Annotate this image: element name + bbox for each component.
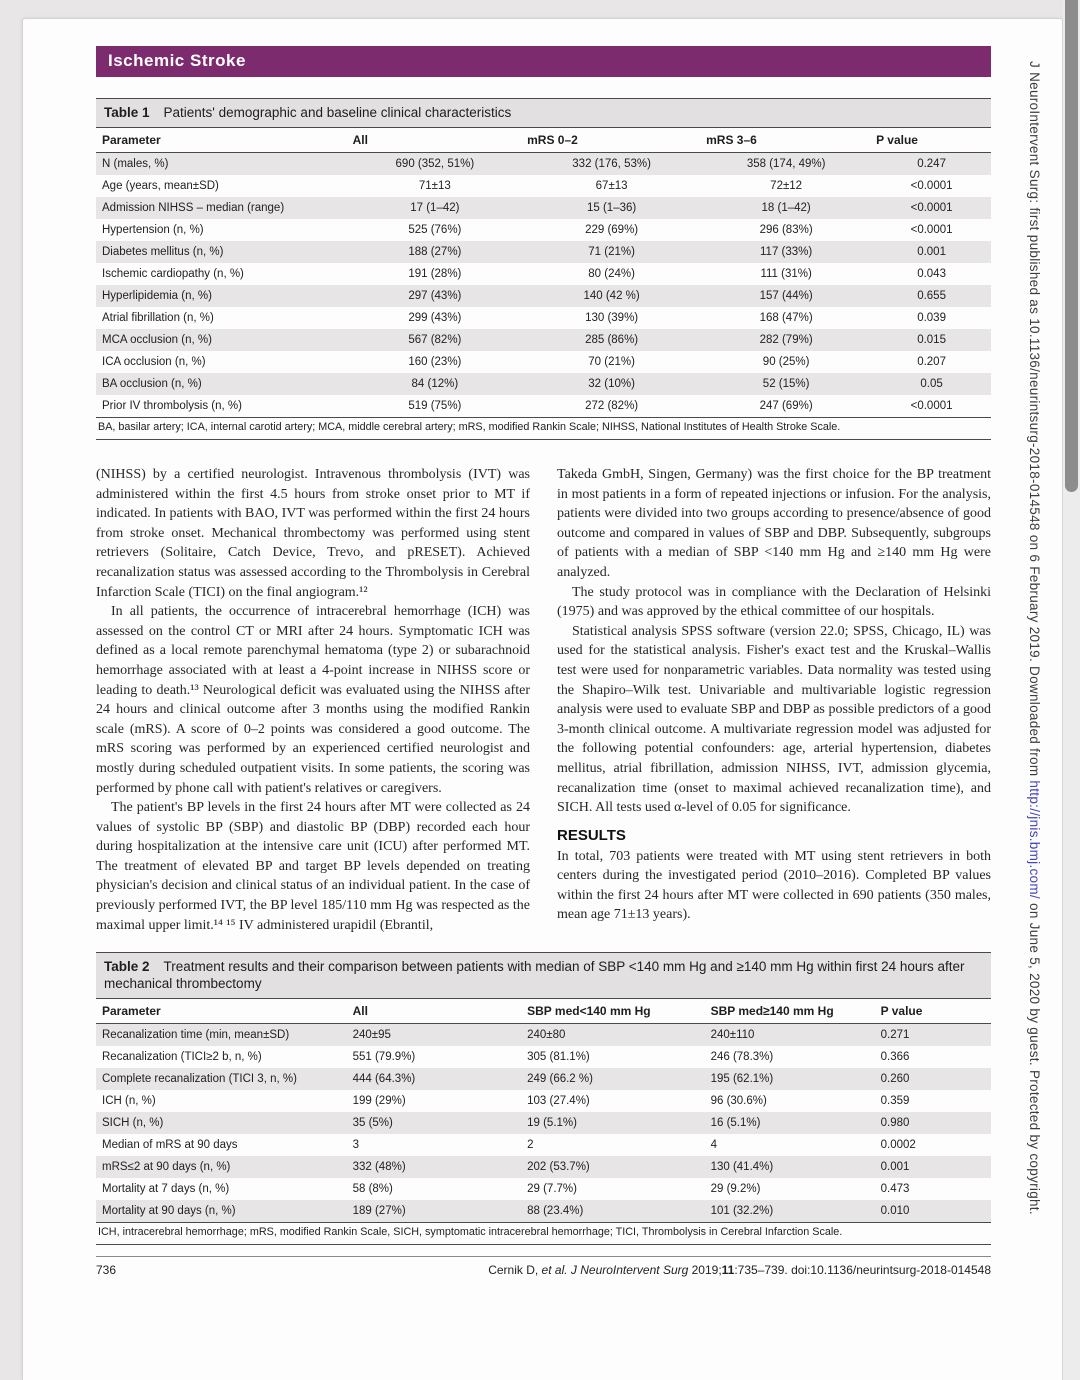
table-cell: 199 (29%) — [352, 1095, 406, 1108]
table-cell: 0.015 — [917, 334, 946, 346]
table-cell: 80 (24%) — [588, 268, 635, 280]
column-header: Parameter — [96, 999, 347, 1024]
table-cell: 35 (5%) — [352, 1117, 393, 1130]
table-cell: 71 (21%) — [588, 246, 635, 258]
copyright-text: J NeuroIntervent Surg: first published as 10.1136/neurintsurg-2018-014548 on 6 February 2019. Downloaded from — [1027, 61, 1042, 781]
table-cell: Atrial fibrillation (n, %) — [102, 312, 214, 324]
table-cell: Hypertension (n, %) — [102, 224, 204, 236]
table-cell: 4 — [710, 1139, 717, 1152]
table1-header-row — [96, 128, 991, 153]
table-row — [96, 373, 991, 395]
table-cell: 88 (23.4%) — [527, 1205, 584, 1218]
table-cell: 0.010 — [880, 1205, 910, 1218]
table2-caption — [96, 952, 991, 998]
column-header: P value — [870, 128, 991, 153]
table-cell: 0.247 — [917, 158, 946, 170]
table-cell: 444 (64.3%) — [352, 1073, 416, 1086]
citation-year: 2019; — [691, 1263, 722, 1278]
table-cell: 285 (86%) — [585, 334, 639, 346]
table-row — [96, 351, 991, 373]
table-cell: 101 (32.2%) — [710, 1205, 774, 1218]
body-paragraph: The study protocol was in compliance with the Declaration of Helsinki (1975) and was approved by the ethical committee of our hospitals. — [557, 584, 991, 620]
table1-footnote: BA, basilar artery; ICA, internal carotid artery; MCA, middle cerebral artery; mRS, modified Rankin Scale; NIHSS, National Institutes of Health Stroke Scale. — [96, 417, 991, 440]
table-cell: 58 (8%) — [352, 1183, 393, 1196]
citation-journal: et al. J NeuroIntervent Surg — [541, 1263, 692, 1278]
table-cell: 96 (30.6%) — [710, 1095, 767, 1108]
table-cell: 19 (5.1%) — [527, 1117, 577, 1130]
table-cell: 358 (174, 49%) — [746, 158, 826, 170]
table-row — [96, 1200, 991, 1222]
table1-caption — [96, 98, 991, 127]
table-row — [96, 329, 991, 351]
table1-block — [96, 98, 991, 440]
table-cell: 188 (27%) — [408, 246, 462, 258]
table-cell: <0.0001 — [910, 400, 953, 412]
body-paragraph: Statistical analysis SPSS software (version 22.0; SPSS, Chicago, IL) was used for the statistical analysis. Fisher's exact test and the Kruskal–Wallis test were used for nonparametric variables. Data normality was tested using the Shapiro–Wilk test. Univariable and multivariable logistic regression analysis were used to evaluate SBP and DBP as possible predictors of a good 3-month clinical outcome. A multivariate regression model was adjusted for the following potential confounders: age, arterial hypertension, diabetes mellitus, atrial fibrillation, admission NIHSS, IVT, admission glycemia, recanalization time (onset to maximal achieved recanalization time), and SICH. All tests used α-level of 0.05 for significance. — [557, 623, 991, 816]
table-row — [96, 1024, 991, 1047]
table-cell: Hyperlipidemia (n, %) — [102, 290, 212, 302]
table-cell: 0.655 — [917, 290, 946, 302]
table-cell: 282 (79%) — [759, 334, 813, 346]
table-cell: 299 (43%) — [408, 312, 462, 324]
table-cell: 130 (41.4%) — [710, 1161, 774, 1174]
journal-copyright-strip — [1027, 61, 1042, 1371]
table-cell: 160 (23%) — [408, 356, 462, 368]
table-cell: 189 (27%) — [352, 1205, 406, 1218]
table-cell: mRS≤2 at 90 days (n, %) — [102, 1161, 231, 1174]
table-cell: 90 (25%) — [762, 356, 810, 368]
table-cell: 0.043 — [917, 268, 946, 280]
table-row — [96, 395, 991, 417]
table-cell: 191 (28%) — [408, 268, 462, 280]
table1-caption-text: Patients' demographic and baseline clinical characteristics — [163, 105, 512, 120]
section-banner: Ischemic Stroke — [96, 46, 991, 77]
left-column — [96, 465, 530, 935]
table2 — [96, 998, 991, 1222]
body-paragraph: In total, 703 patients were treated with MT using stent retrievers in both centers during the investigated period (2010–2016). Completed BP values within the first 24 hours after MT were collected in 690 patients (350 males, mean age 71±13 years). — [557, 848, 991, 923]
table-cell: Diabetes mellitus (n, %) — [102, 246, 224, 258]
table-cell: 2 — [527, 1139, 534, 1152]
table-cell: 32 (10%) — [588, 378, 635, 390]
table-cell: Recanalization (TICI≥2 b, n, %) — [102, 1051, 262, 1064]
table-cell: 519 (75%) — [408, 400, 462, 412]
table-cell: Age (years, mean±SD) — [102, 180, 219, 192]
column-header: mRS 3–6 — [700, 128, 870, 153]
table-cell: 29 (7.7%) — [527, 1183, 577, 1196]
right-column — [557, 465, 991, 935]
table-cell: 117 (33%) — [760, 246, 813, 258]
table2-caption-text: Treatment results and their comparison between patients with median of SBP <140 mm Hg and ≥140 mm Hg within first 24 hours after mechanical thrombectomy — [104, 959, 965, 992]
table-cell: <0.0001 — [910, 180, 953, 192]
table-cell: 0.359 — [880, 1095, 910, 1108]
table-row — [96, 1178, 991, 1200]
table-cell: 0.473 — [880, 1183, 910, 1196]
table-cell: 272 (82%) — [585, 400, 639, 412]
table-row — [96, 1068, 991, 1090]
table-cell: 332 (48%) — [352, 1161, 406, 1174]
table-cell: SICH (n, %) — [102, 1117, 164, 1130]
table-cell: BA occlusion (n, %) — [102, 378, 202, 390]
table-cell: <0.0001 — [910, 224, 953, 236]
table-cell: 332 (176, 53%) — [572, 158, 651, 170]
table-cell: 130 (39%) — [585, 312, 639, 324]
results-heading: RESULTS — [557, 826, 626, 844]
table-row — [96, 1134, 991, 1156]
table-cell: <0.0001 — [910, 202, 953, 214]
table-row — [96, 219, 991, 241]
table-cell: 0.0002 — [880, 1139, 916, 1152]
table-cell: 3 — [352, 1139, 359, 1152]
table-cell: 168 (47%) — [759, 312, 813, 324]
column-header: mRS 0–2 — [521, 128, 700, 153]
body-columns — [96, 465, 991, 935]
table-cell: 240±80 — [527, 1029, 566, 1042]
column-header: P value — [875, 999, 991, 1024]
table-cell: 15 (1–36) — [586, 202, 637, 214]
table-cell: 84 (12%) — [411, 378, 459, 390]
table-cell: 140 (42 %) — [583, 290, 640, 302]
column-header: All — [347, 128, 522, 153]
journal-link[interactable]: http://jnis.bmj.com/ — [1027, 780, 1042, 899]
table-cell: 0.366 — [880, 1051, 910, 1064]
table-cell: Prior IV thrombolysis (n, %) — [102, 400, 242, 412]
table-cell: 249 (66.2 %) — [527, 1073, 593, 1086]
table-cell: 229 (69%) — [585, 224, 639, 236]
citation — [488, 1263, 991, 1277]
body-paragraph: Takeda GmbH, Singen, Germany) was the first choice for the BP treatment in most patients in a form of repeated injections or infusion. For the analysis, patients were divided into two groups according to presence/absence of good outcome and compared in values of SBP and DBP. Subsequently, subgroups of patients with a median of SBP <140 mm Hg and ≥140 mm Hg were analyzed. — [557, 467, 991, 580]
table-cell: 0.980 — [880, 1117, 910, 1130]
table-row — [96, 1090, 991, 1112]
table-cell: 16 (5.1%) — [710, 1117, 761, 1130]
table-cell: 71±13 — [418, 180, 451, 192]
table-cell: 202 (53.7%) — [527, 1161, 590, 1174]
table-row — [96, 263, 991, 285]
table-cell: 18 (1–42) — [761, 202, 811, 214]
table-cell: 247 (69%) — [759, 400, 813, 412]
table-cell: 551 (79.9%) — [352, 1051, 416, 1064]
body-paragraph: (NIHSS) by a certified neurologist. Intravenous thrombolysis (IVT) was administered within the first 4.5 hours from stroke onset prior to MT if indicated. In patients with BAO, IVT was performed within the first 24 hours from stroke onset. Mechanical thrombectomy was performed using stent retrievers (Solitaire, Catch Device, Trevo, and pRESET). Achieved recanalization status was assessed according to the Thrombolysis in Cerebral Infarction Scale (TICI) on the final angiogram.¹² — [96, 467, 530, 600]
table-cell: 29 (9.2%) — [710, 1183, 761, 1196]
table-cell: 0.001 — [917, 246, 946, 258]
table-cell: 0.05 — [920, 378, 943, 390]
table-row — [96, 153, 991, 176]
body-paragraph: In all patients, the occurrence of intracerebral hemorrhage (ICH) was assessed on the control CT or MRI after 24 hours. Symptomatic ICH was defined as a local remote parenchymal hematoma (type 2) or subarachnoid hemorrhage associated with at least a 4-point increase in NIHSS score or leading to death.¹³ Neurological deficit was evaluated using the NIHSS after 24 hours and clinical outcome after 3 months using the modified Rankin scale (mRS). A score of 0–2 points was considered a good outcome. The mRS scoring was performed by an experienced certified neurologist and mostly during scheduled outpatient visits. In some patients, the scoring was performed by phone call with patient's relatives or caregivers. — [96, 604, 530, 796]
table-row — [96, 197, 991, 219]
table-cell: ICH (n, %) — [102, 1095, 156, 1108]
table2-block — [96, 952, 991, 1245]
table-cell: ICA occlusion (n, %) — [102, 356, 206, 368]
journal-page — [22, 18, 1063, 1380]
table-cell: 240±110 — [710, 1029, 755, 1042]
citation-doi: :735–739. doi:10.1136/neurintsurg-2018-014548 — [734, 1263, 991, 1278]
body-paragraph: The patient's BP levels in the first 24 hours after MT were collected as 24 values of systolic BP (SBP) and diastolic BP (DBP) recorded each hour during hospitalization at the intensive care unit (ICU) after performed MT. The treatment of elevated BP and target BP levels depended on treating physician's decision and clinical status of an individual patient. In the case of previously performed IVT, the BP level 185/110 mm Hg was respected as the maximal upper limit.¹⁴ ¹⁵ IV administered urapidil (Ebrantil, — [96, 800, 530, 933]
table-cell: Median of mRS at 90 days — [102, 1139, 238, 1152]
table-cell: 52 (15%) — [762, 378, 810, 390]
citation-authors: Cernik D, — [488, 1263, 542, 1278]
page-footer — [96, 1256, 991, 1277]
table-cell: 0.039 — [917, 312, 946, 324]
citation-volume: 11 — [721, 1263, 735, 1278]
table-cell: 17 (1–42) — [410, 202, 460, 214]
table-cell: 690 (352, 51%) — [395, 158, 475, 170]
table-cell: MCA occlusion (n, %) — [102, 334, 212, 346]
table-cell: 0.207 — [917, 356, 946, 368]
table-row — [96, 285, 991, 307]
table1-label: Table 1 — [104, 105, 150, 120]
copyright-text: on June 5, 2020 by guest. Protected by copyright. — [1027, 898, 1042, 1215]
column-header: SBP med<140 mm Hg — [521, 999, 704, 1024]
table-row — [96, 175, 991, 197]
table-row — [96, 1046, 991, 1068]
table-row — [96, 1112, 991, 1134]
column-header: Parameter — [96, 128, 347, 153]
table-cell: 0.001 — [880, 1161, 910, 1174]
table-cell: 297 (43%) — [408, 290, 462, 302]
table-cell: 240±95 — [352, 1029, 391, 1042]
table-cell: 195 (62.1%) — [710, 1073, 774, 1086]
table-cell: 567 (82%) — [408, 334, 462, 346]
table-cell: 0.271 — [880, 1029, 910, 1042]
column-header: All — [347, 999, 522, 1024]
table-cell: 111 (31%) — [760, 268, 812, 280]
page-content — [96, 19, 991, 1277]
table-cell: 67±13 — [595, 180, 628, 192]
table-cell: 157 (44%) — [759, 290, 813, 302]
table-cell: 72±12 — [770, 180, 803, 192]
table-cell: 246 (78.3%) — [710, 1051, 774, 1064]
table-cell: Mortality at 90 days (n, %) — [102, 1205, 236, 1218]
table-cell: 70 (21%) — [588, 356, 635, 368]
page-number: 736 — [96, 1263, 117, 1278]
table2-header-row — [96, 999, 991, 1024]
table-row — [96, 241, 991, 263]
table2-label: Table 2 — [104, 959, 150, 975]
table-cell: Recanalization time (min, mean±SD) — [102, 1029, 290, 1042]
table-cell: 296 (83%) — [759, 224, 813, 236]
table-cell: 305 (81.1%) — [527, 1051, 590, 1064]
column-header: SBP med≥140 mm Hg — [705, 999, 875, 1024]
table-cell: Admission NIHSS – median (range) — [102, 202, 285, 214]
table1 — [96, 127, 991, 417]
table-cell: N (males, %) — [102, 158, 169, 170]
table-cell: Mortality at 7 days (n, %) — [102, 1183, 230, 1196]
table-cell: Ischemic cardiopathy (n, %) — [102, 268, 244, 280]
table-row — [96, 307, 991, 329]
table-row — [96, 1156, 991, 1178]
table-cell: Complete recanalization (TICI 3, n, %) — [102, 1073, 297, 1086]
scrollbar-thumb[interactable] — [1065, 0, 1078, 492]
table-cell: 103 (27.4%) — [527, 1095, 590, 1108]
table-cell: 525 (76%) — [408, 224, 462, 236]
table2-footnote: ICH, intracerebral hemorrhage; mRS, modified Rankin Scale, SICH, symptomatic intracerebral hemorrhage; TICI, Thrombolysis in Cerebral Infarction Scale. — [96, 1222, 991, 1245]
table-cell: 0.260 — [880, 1073, 910, 1086]
